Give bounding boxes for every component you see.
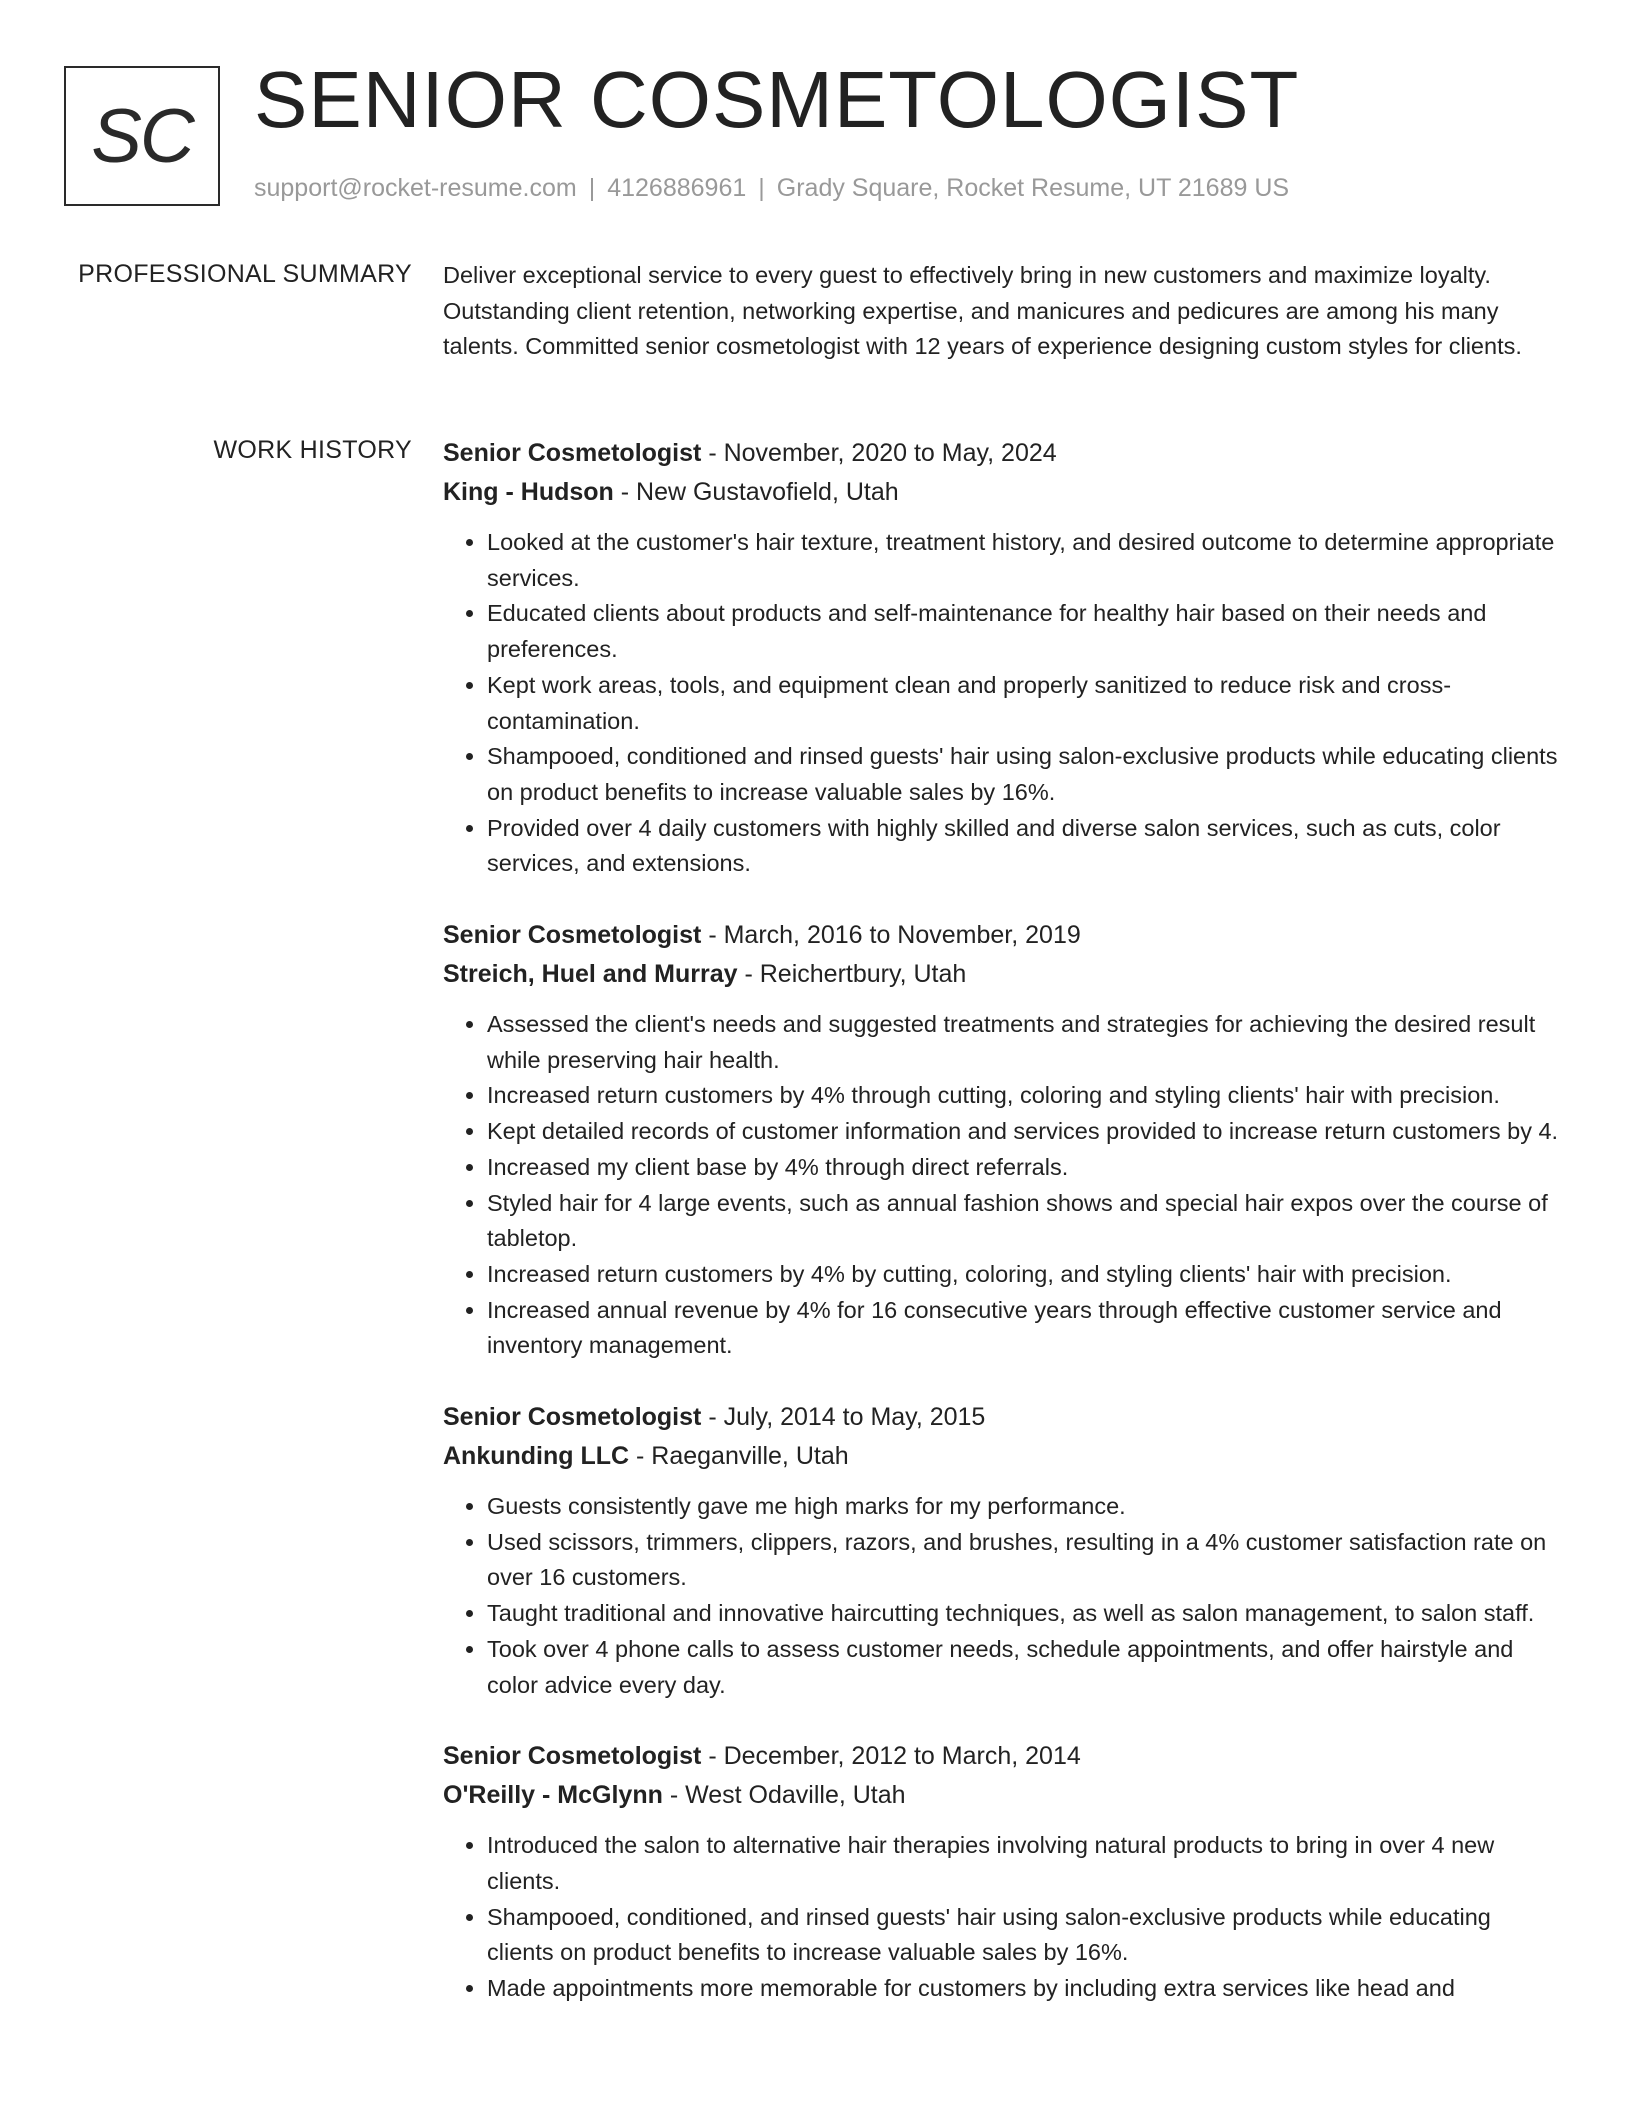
job-bullet: • Used scissors, trimmers, clippers, razors, and brushes, resulting in a 4% customer satisfaction rate on over 16 customers. (487, 1525, 1561, 1596)
job-company-line (443, 473, 1561, 512)
job-dates: - March, 2016 to November, 2019 (701, 921, 1081, 950)
contact-address: Grady Square, Rocket Resume, UT 21689 US (776, 174, 1290, 202)
job-title: Senior Cosmetologist (443, 921, 702, 950)
job-bullet: • Kept detailed records of customer information and services provided to increase return customers by 4. (487, 1114, 1561, 1150)
job-bullet: • Shampooed, conditioned and rinsed guests' hair using salon-exclusive products while educating clients on product benefits to increase valuable sales by 16%. (487, 739, 1561, 810)
job-title-line (443, 1737, 1561, 1776)
contact-line (254, 174, 1289, 203)
job-bullets (443, 1007, 1561, 1364)
job-bullets (443, 1489, 1561, 1703)
monogram-logo (64, 66, 220, 206)
job-bullet: • Looked at the customer's hair texture, treatment history, and desired outcome to determine appropriate services. (487, 525, 1561, 596)
job-list (443, 434, 1561, 2041)
job-title: Senior Cosmetologist (443, 1403, 702, 1432)
summary-text: Deliver exceptional service to every guest to effectively bring in new customers and maximize loyalty. Outstanding client retention, networking expertise, and manicures and pedicures are among his many talents. Committed senior cosmetologist with 12 years of experience designing custom styles for clients. (443, 262, 1522, 359)
job-dates: - July, 2014 to May, 2015 (701, 1403, 986, 1432)
job-dates: - December, 2012 to March, 2014 (701, 1742, 1081, 1771)
resume-title: SENIOR COSMETOLOGIST (254, 55, 1300, 144)
job-bullet: • Styled hair for 4 large events, such as annual fashion shows and special hair expos over the course of tabletop. (487, 1186, 1561, 1257)
job-bullet: • Shampooed, conditioned, and rinsed guests' hair using salon-exclusive products while educating clients on product benefits to increase valuable sales by 16%. (487, 1900, 1561, 1971)
job-bullet: • Made appointments more memorable for customers by including extra services like head and (487, 1971, 1561, 2007)
job-bullet: • Educated clients about products and self-maintenance for healthy hair based on their needs and preferences. (487, 596, 1561, 667)
section-heading-summary: PROFESSIONAL SUMMARY (78, 260, 412, 288)
job-company: Streich, Huel and Murray (443, 960, 738, 989)
job-company: O'Reilly - McGlynn (443, 1781, 663, 1810)
job-bullet: • Kept work areas, tools, and equipment clean and properly sanitized to reduce risk and cross-contamination. (487, 668, 1561, 739)
job-bullet: • Taught traditional and innovative haircutting techniques, as well as salon management, to salon staff. (487, 1596, 1561, 1632)
job-company-line (443, 1437, 1561, 1476)
job-bullet: • Provided over 4 daily customers with highly skilled and diverse salon services, such as cuts, color services, and extensions. (487, 811, 1561, 882)
job-entry (443, 434, 1561, 882)
job-title: Senior Cosmetologist (443, 1742, 702, 1771)
job-title-line (443, 434, 1561, 473)
job-location: - West Odaville, Utah (662, 1781, 906, 1810)
job-location: - New Gustavofield, Utah (613, 478, 899, 506)
job-dates: - November, 2020 to May, 2024 (701, 439, 1057, 467)
contact-separator: | (588, 174, 596, 202)
job-bullet: • Introduced the salon to alternative hair therapies involving natural products to bring in over 4 new clients. (487, 1828, 1561, 1899)
job-bullets (443, 1828, 1561, 2007)
monogram-text: SC (91, 93, 193, 179)
job-bullet: • Increased annual revenue by 4% for 16 consecutive years through effective customer service and inventory management. (487, 1293, 1561, 1364)
job-entry (443, 1398, 1561, 1703)
job-bullet: • Increased my client base by 4% through direct referrals. (487, 1150, 1561, 1186)
contact-phone: 4126886961 (607, 174, 747, 202)
job-location: - Reichertbury, Utah (737, 960, 967, 989)
job-company: King - Hudson (443, 478, 614, 506)
job-title: Senior Cosmetologist (443, 439, 702, 467)
contact-email: support@rocket-resume.com (254, 174, 577, 202)
job-location: - Raeganville, Utah (629, 1442, 849, 1471)
job-title-line (443, 1398, 1561, 1437)
job-bullet: • Assessed the client's needs and suggested treatments and strategies for achieving the desired result while preserving hair health. (487, 1007, 1561, 1078)
job-entry (443, 916, 1561, 1364)
contact-separator: | (758, 174, 765, 202)
job-company: Ankunding LLC (443, 1442, 630, 1471)
job-title-line (443, 916, 1561, 955)
job-company-line (443, 1776, 1561, 1815)
job-bullet: • Guests consistently gave me high marks for my performance. (487, 1489, 1561, 1525)
section-heading-work-history: WORK HISTORY (213, 436, 412, 464)
job-bullets (443, 525, 1561, 882)
job-bullet: • Increased return customers by 4% by cutting, coloring, and styling clients' hair with precision. (487, 1257, 1561, 1293)
job-bullet: • Increased return customers by 4% through cutting, coloring and styling clients' hair with precision. (487, 1078, 1561, 1114)
job-company-line (443, 955, 1561, 994)
job-entry (443, 1737, 1561, 2007)
job-bullet: • Took over 4 phone calls to assess customer needs, schedule appointments, and offer hairstyle and color advice every day. (487, 1632, 1561, 1703)
